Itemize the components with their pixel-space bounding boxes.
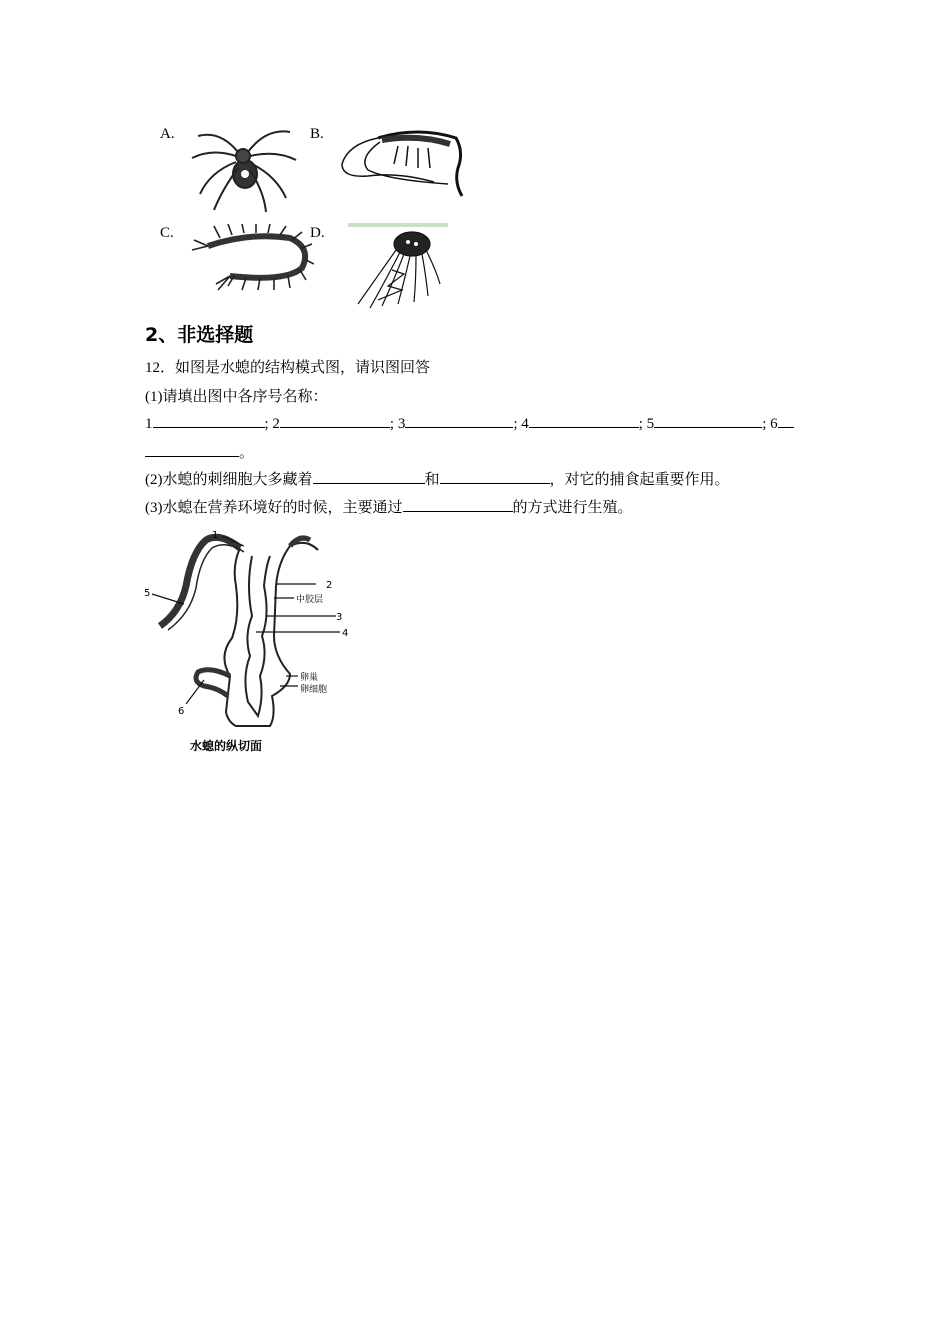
blank-label-6: ; 6 bbox=[762, 416, 778, 432]
part1-prompt: (1)请填出图中各序号名称： bbox=[145, 389, 328, 405]
part1-continuation bbox=[145, 441, 254, 462]
fig-label-5: 5 bbox=[144, 588, 151, 599]
fig-label-mesoglea: 中胶层 bbox=[296, 595, 324, 605]
section-heading: 2、非选择题 bbox=[145, 324, 254, 346]
answer-blank-6-end[interactable] bbox=[145, 442, 239, 457]
answer-blank-5[interactable] bbox=[654, 413, 762, 428]
part2-text-c: ，对它的捕食起重要作用。 bbox=[549, 472, 730, 488]
hydra-diagram bbox=[140, 526, 370, 758]
answer-blank-6-start[interactable] bbox=[778, 413, 794, 428]
option-a-label: A. bbox=[160, 126, 175, 142]
blank-label-5: ; 5 bbox=[638, 416, 655, 432]
answer-blank-3[interactable] bbox=[405, 413, 513, 428]
fig-label-1: 1 bbox=[212, 530, 219, 541]
fig-label-egg-cell: 卵细胞 bbox=[300, 685, 328, 695]
part3-row bbox=[145, 496, 633, 517]
blank-label-4: ; 4 bbox=[513, 416, 529, 432]
fig-label-2: 2 bbox=[326, 580, 333, 591]
answer-blank-4[interactable] bbox=[529, 413, 639, 428]
answer-blank-part2-2[interactable] bbox=[440, 469, 550, 484]
fig-label-ovary: 卵巢 bbox=[300, 673, 319, 683]
part1-blanks-row bbox=[145, 413, 794, 433]
answer-blank-1[interactable] bbox=[153, 413, 265, 428]
option-d-label: D. bbox=[310, 225, 325, 241]
blank-label-2: ; 2 bbox=[264, 416, 280, 432]
part3-text-b: 的方式进行生殖。 bbox=[512, 500, 633, 516]
part3-text-a: (3)水螅在营养环境好的时候，主要通过 bbox=[145, 500, 403, 516]
answer-blank-part2-1[interactable] bbox=[313, 469, 425, 484]
answer-blank-part3[interactable] bbox=[403, 497, 513, 512]
option-c-label: C. bbox=[160, 225, 174, 241]
blank-label-1: 1 bbox=[145, 416, 153, 432]
figure-caption: 水螅的纵切面 bbox=[190, 739, 263, 753]
answer-blank-2[interactable] bbox=[280, 413, 390, 428]
part1-end: 。 bbox=[239, 445, 255, 461]
question-stem: 12．如图是水螅的结构模式图，请识图回答 bbox=[145, 360, 431, 376]
blank-label-3: ; 3 bbox=[389, 416, 406, 432]
centipede-image bbox=[190, 224, 314, 292]
fig-label-6: 6 bbox=[178, 706, 185, 717]
spider-image bbox=[190, 122, 300, 214]
shrimp-image bbox=[338, 124, 464, 200]
part2-text-b: 和 bbox=[424, 472, 440, 488]
jellyfish-image bbox=[352, 230, 442, 310]
part2-row bbox=[145, 468, 730, 489]
part2-text-a: (2)水螅的刺细胞大多藏着 bbox=[145, 472, 313, 488]
fig-label-4: 4 bbox=[342, 628, 349, 639]
fig-label-3: 3 bbox=[336, 612, 343, 623]
option-b-label: B. bbox=[310, 126, 324, 142]
divider-bar bbox=[348, 223, 448, 227]
